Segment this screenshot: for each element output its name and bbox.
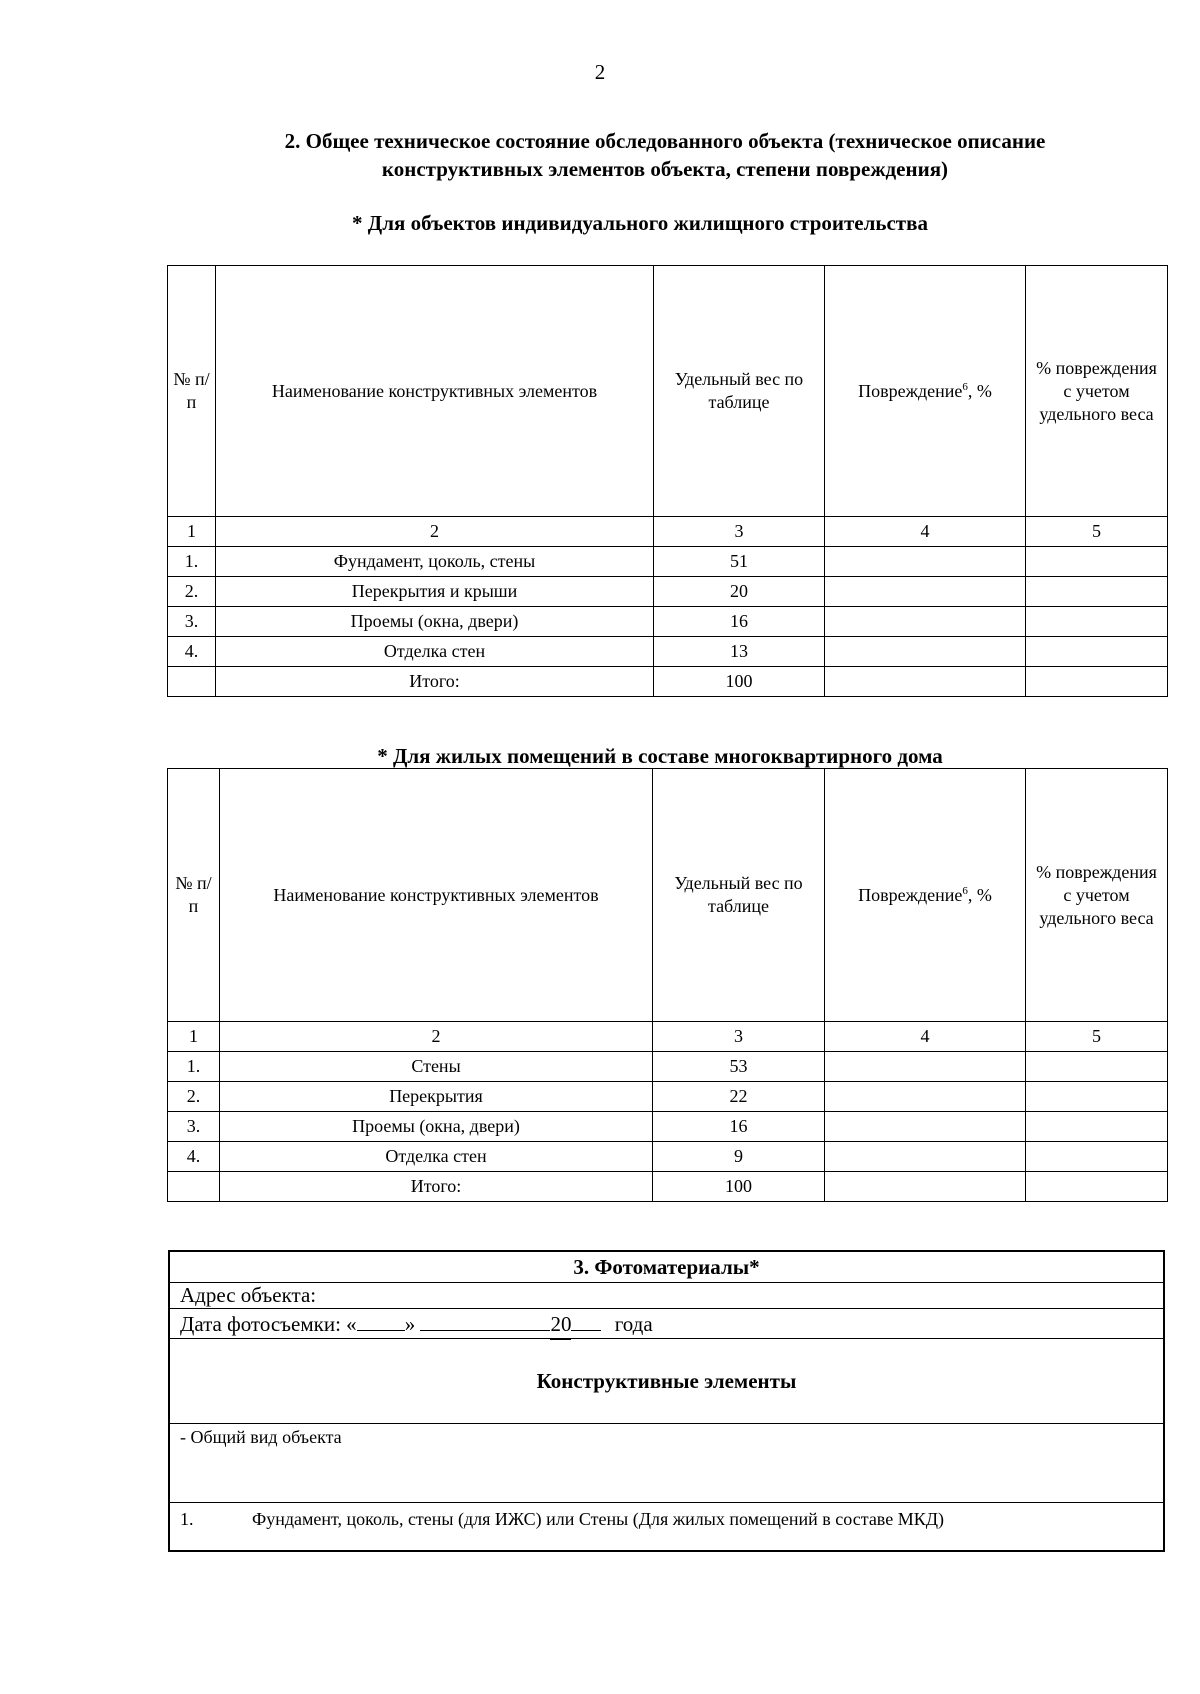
col-number: 5 xyxy=(1026,517,1168,547)
col-number: 1 xyxy=(168,517,216,547)
general-view-label: - Общий вид объекта xyxy=(180,1427,342,1447)
table-header-row xyxy=(168,769,1168,1022)
row-name: Отделка стен xyxy=(220,1142,653,1172)
row-percent-cell[interactable] xyxy=(1026,1172,1168,1202)
row-num: 3. xyxy=(168,607,216,637)
row-damage-cell[interactable] xyxy=(825,607,1026,637)
row-num: 4. xyxy=(168,637,216,667)
row-name: Отделка стен xyxy=(216,637,654,667)
photo-date-field[interactable] xyxy=(170,1309,1163,1339)
total-row xyxy=(168,1172,1168,1202)
row-percent-cell[interactable] xyxy=(1026,667,1168,697)
photo-section-title: 3. Фотоматериалы* xyxy=(170,1252,1163,1283)
constructive-elements-heading: Конструктивные элементы xyxy=(170,1339,1163,1424)
row-weight: 53 xyxy=(653,1052,825,1082)
col-number: 3 xyxy=(654,517,825,547)
header-name: Наименование конструктивных элементов xyxy=(216,266,654,517)
header-name: Наименование конструктивных элементов xyxy=(220,769,653,1022)
header-damage-suffix: , % xyxy=(967,884,992,905)
row-damage-cell[interactable] xyxy=(825,1142,1026,1172)
header-weight: Удельный вес по таблице xyxy=(653,769,825,1022)
table-row xyxy=(168,547,1168,577)
column-number-row xyxy=(168,1022,1168,1052)
header-weight: Удельный вес по таблице xyxy=(654,266,825,517)
row-damage-cell[interactable] xyxy=(825,1172,1026,1202)
row-percent-cell[interactable] xyxy=(1026,1142,1168,1172)
total-row xyxy=(168,667,1168,697)
row-weight: 9 xyxy=(653,1142,825,1172)
row-name: Перекрытия и крыши xyxy=(216,577,654,607)
header-damage-label: Повреждение xyxy=(858,380,963,401)
row-damage-cell[interactable] xyxy=(825,1082,1026,1112)
footnote-ref: 6 xyxy=(962,380,968,393)
row-percent-cell[interactable] xyxy=(1026,547,1168,577)
row-damage-cell[interactable] xyxy=(825,547,1026,577)
row-damage-cell[interactable] xyxy=(825,1112,1026,1142)
row-percent-cell[interactable] xyxy=(1026,607,1168,637)
general-view-row xyxy=(170,1423,1163,1503)
table-row xyxy=(168,607,1168,637)
year-prefix: 20 xyxy=(550,1309,571,1340)
row-name: Перекрытия xyxy=(220,1082,653,1112)
row-name: Фундамент, цоколь, стены xyxy=(216,547,654,577)
row-name: Стены xyxy=(220,1052,653,1082)
col-number: 2 xyxy=(220,1022,653,1052)
col-number: 4 xyxy=(825,517,1026,547)
row-name: Итого: xyxy=(220,1172,653,1202)
footnote-ref: 6 xyxy=(962,884,968,897)
row-weight: 51 xyxy=(654,547,825,577)
row-num: 3. xyxy=(168,1112,220,1142)
row-percent-cell[interactable] xyxy=(1026,577,1168,607)
page-number: 2 xyxy=(594,60,606,84)
month-blank[interactable] xyxy=(420,1310,550,1331)
address-field[interactable] xyxy=(170,1282,1163,1309)
row-num: 4. xyxy=(168,1142,220,1172)
col-number: 1 xyxy=(168,1022,220,1052)
address-label: Адрес объекта: xyxy=(180,1283,317,1307)
row-percent-cell[interactable] xyxy=(1026,1082,1168,1112)
col-number: 2 xyxy=(216,517,654,547)
header-percent: % повреждения с учетом удельного веса xyxy=(1026,769,1168,1022)
table-header-row xyxy=(168,266,1168,517)
table-row xyxy=(168,637,1168,667)
header-damage-label: Повреждение xyxy=(858,884,963,905)
header-percent: % повреждения с учетом удельного веса xyxy=(1026,266,1168,517)
table-row xyxy=(168,1142,1168,1172)
row-num: 2. xyxy=(168,1082,220,1112)
row-num: 1. xyxy=(168,1052,220,1082)
section-title: 2. Общее техническое состояние обследованного объекта (техническое описание конструктивных элементов объекта, степени повреждения) xyxy=(284,129,1046,181)
row-weight: 20 xyxy=(654,577,825,607)
row-damage-cell[interactable] xyxy=(825,637,1026,667)
row-damage-cell[interactable] xyxy=(825,667,1026,697)
date-suffix: года xyxy=(614,1312,653,1336)
table-row xyxy=(168,1112,1168,1142)
date-label: Дата фотосъемки: « xyxy=(180,1312,357,1336)
row-percent-cell[interactable] xyxy=(1026,637,1168,667)
header-damage xyxy=(825,266,1026,517)
mkd-elements-table xyxy=(167,768,1168,1202)
item-number: 1. xyxy=(180,1509,194,1529)
year-blank[interactable] xyxy=(571,1310,601,1331)
row-damage-cell[interactable] xyxy=(825,577,1026,607)
table-row xyxy=(168,1052,1168,1082)
col-number: 3 xyxy=(653,1022,825,1052)
row-weight: 22 xyxy=(653,1082,825,1112)
col-number: 4 xyxy=(825,1022,1026,1052)
table1-subtitle: * Для объектов индивидуального жилищного строительства xyxy=(352,211,928,235)
photo-materials-box xyxy=(168,1250,1165,1552)
day-blank[interactable] xyxy=(357,1310,405,1331)
header-num: № п/ п xyxy=(168,266,216,517)
ijs-elements-table xyxy=(167,265,1168,697)
date-close-quote: » xyxy=(404,1312,416,1336)
row-num xyxy=(168,667,216,697)
table-row xyxy=(168,1082,1168,1112)
row-percent-cell[interactable] xyxy=(1026,1112,1168,1142)
row-weight: 100 xyxy=(653,1172,825,1202)
col-number: 5 xyxy=(1026,1022,1168,1052)
row-weight: 13 xyxy=(654,637,825,667)
row-num: 1. xyxy=(168,547,216,577)
table-row xyxy=(168,577,1168,607)
row-damage-cell[interactable] xyxy=(825,1052,1026,1082)
header-damage-suffix: , % xyxy=(967,380,992,401)
column-number-row xyxy=(168,517,1168,547)
row-name: Итого: xyxy=(216,667,654,697)
row-weight: 16 xyxy=(653,1112,825,1142)
table2-subtitle: * Для жилых помещений в составе многоквартирного дома xyxy=(377,744,943,768)
header-damage xyxy=(825,769,1026,1022)
row-num xyxy=(168,1172,220,1202)
row-num: 2. xyxy=(168,577,216,607)
row-weight: 100 xyxy=(654,667,825,697)
row-percent-cell[interactable] xyxy=(1026,1052,1168,1082)
header-num: № п/п xyxy=(168,769,220,1022)
photo-item-row xyxy=(170,1503,1163,1552)
row-name: Проемы (окна, двери) xyxy=(216,607,654,637)
row-weight: 16 xyxy=(654,607,825,637)
row-name: Проемы (окна, двери) xyxy=(220,1112,653,1142)
item-text: Фундамент, цоколь, стены (для ИЖС) или Стены (Для жилых помещений в составе МКД) xyxy=(252,1509,944,1529)
